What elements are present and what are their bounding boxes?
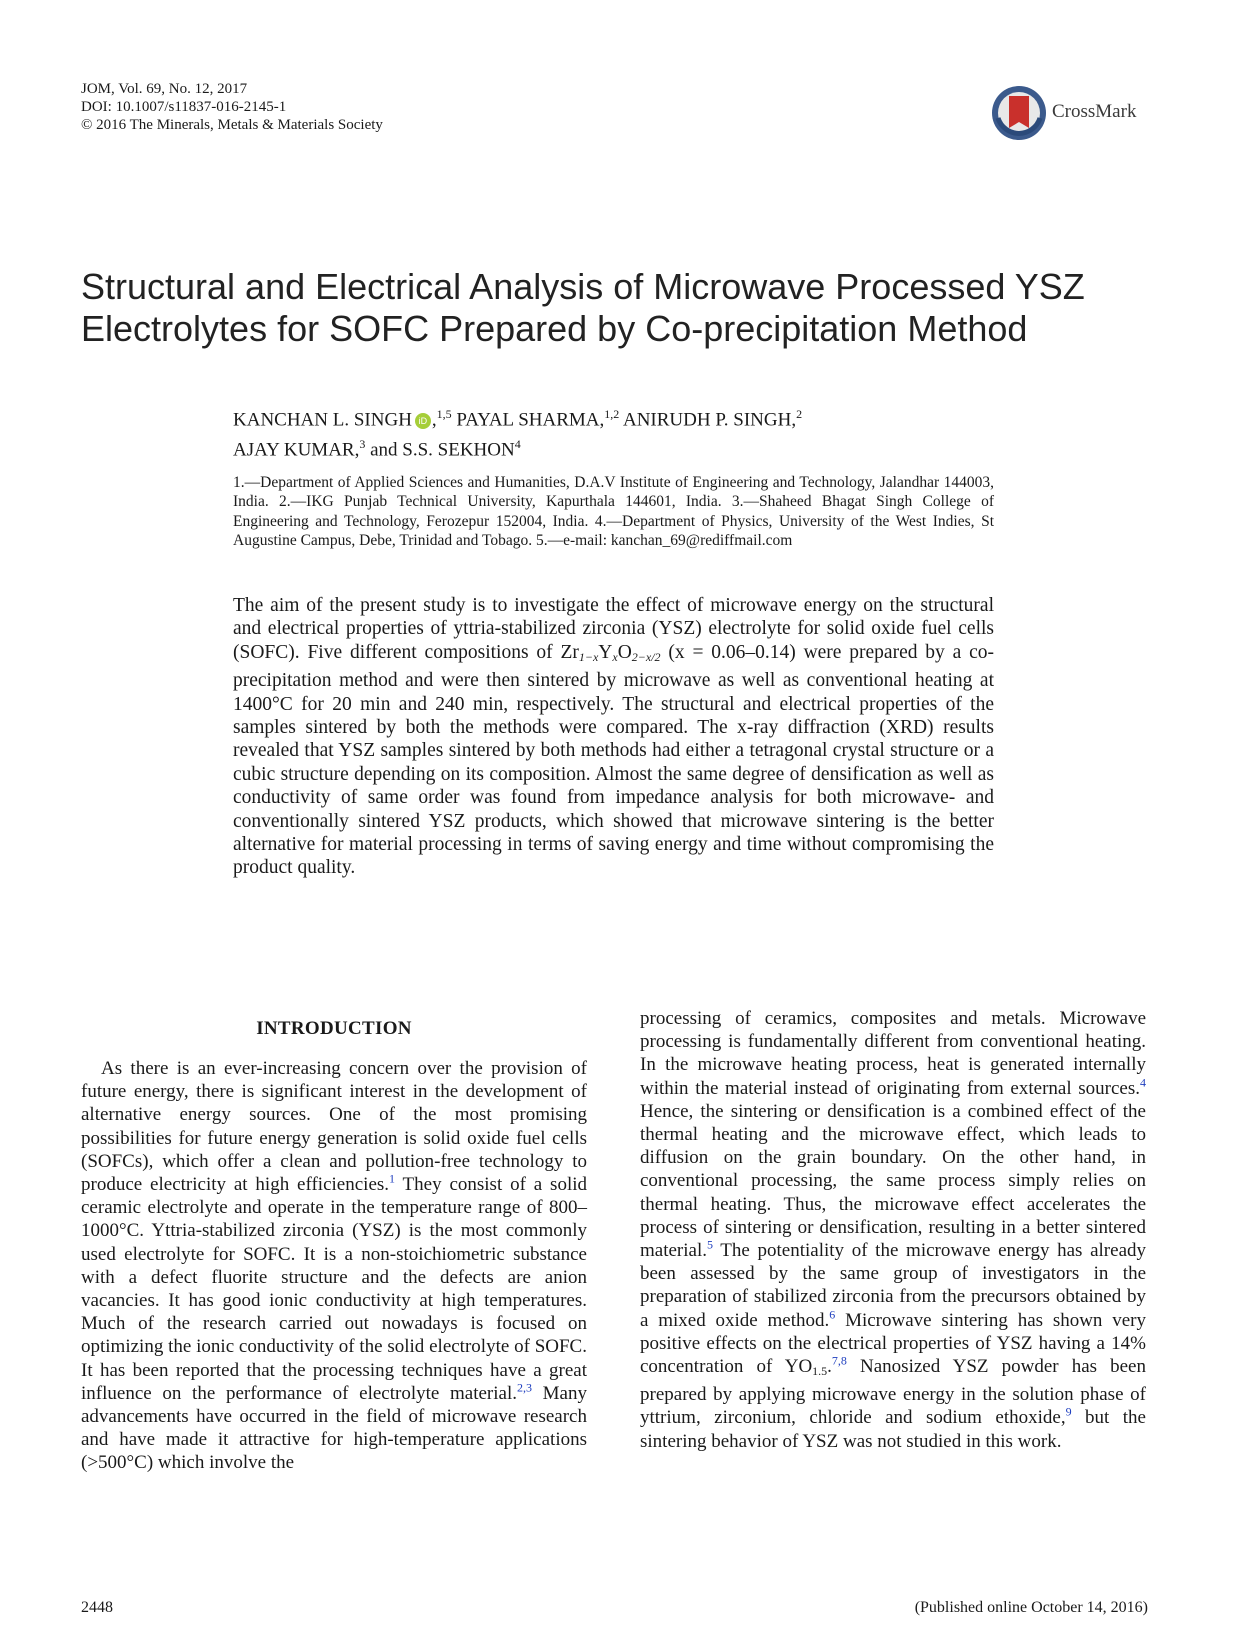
citation-ref[interactable]: 2,3 [516, 1380, 532, 1395]
text: Many advancements have occurred in the field of microwave research and have made it attractive for high-temperature applications (>500°C) which involve the [81, 1382, 587, 1474]
orcid-icon[interactable]: iD [415, 413, 431, 429]
citation-ref[interactable]: 1 [389, 1171, 396, 1186]
author-name: KANCHAN L. SINGH [233, 409, 412, 431]
author-affiliation: 2 [796, 407, 803, 421]
section-heading-introduction: INTRODUCTION [256, 1018, 412, 1039]
text: They consist of a solid ceramic electrolyte and operate in the temperature range of 800–1000°C. Yttria-stabilized zirconia (YSZ) is the most commonly used electrolyte for SOFC. It is a non-stoichiometric substance with a defect fluorite structure and the defects are anion vacancies. It has good ionic conductivity at high temperatures. Much of the research carried out nowadays is focused on optimizing the ionic conductivity of the solid electrolyte of SOFC. It has been reported that the processing techniques have a great influence on the performance of electrolyte material. [81, 1174, 587, 1404]
affiliations: 1.—Department of Applied Sciences and Humanities, D.A.V Institute of Engineering and Technology, Jalandhar 144003, India. 2.—IKG Punjab Technical University, Kapurthala 144601, India. 3.—Shaheed Bhagat Singh College of Engineering and Technology, Ferozepur 152004, India. 4.—Department of Physics, University of the West Indies, St Augustine Campus, Debe, Trinidad and Tobago. 5.—e-mail: kanchan_69@rediffmail.com [233, 474, 994, 549]
text: Nanosized YSZ powder has been prepared by applying microwave energy in the solution phase of yttrium, zirconium, chloride and sodium ethoxide, [640, 1356, 1146, 1429]
abstract-text-1: The aim of the present study is to investigate the effect of microwave energy on the structural and electrical properties of yttria-stabilized zirconia (YSZ) electrolyte for solid oxide fuel cells (SOFC). Five different compositions of [233, 595, 994, 663]
text: . [827, 1356, 832, 1378]
formula-y: Y [598, 641, 613, 663]
body-column-left [81, 1057, 587, 1475]
formula-y-sub: x [612, 649, 618, 664]
published-date: (Published online October 14, 2016) [914, 1599, 1148, 1616]
citation-ref[interactable]: 5 [707, 1237, 713, 1252]
journal-meta [81, 80, 383, 134]
citation-ref[interactable]: 9 [1065, 1405, 1072, 1420]
formula-o-sub: 2−x/2 [631, 649, 661, 664]
formula-o: O [617, 641, 632, 663]
text: Hence, the sintering or densification is a combined effect of the thermal heating and the microwave effect, which leads to diffusion on the grain boundary. On the other hand, in conventional processing, the same process simply relies on thermal heating. Thus, the microwave effect accelerates the process of sintering or densification, resulting in a better sintered material. [640, 1100, 1146, 1262]
paragraph [640, 1007, 1146, 1453]
crossmark-badge[interactable] [990, 84, 1150, 142]
text: but the sintering behavior of YSZ was not studied in this work. [640, 1407, 1146, 1452]
citation-ref[interactable]: 6 [829, 1307, 836, 1322]
author-name: and S.S. SEKHON [370, 439, 515, 461]
title-line-1: Structural and Electrical Analysis of Microwave Processed YSZ [81, 266, 1085, 307]
body-column-right [640, 1007, 1146, 1453]
crossmark-label[interactable]: CrossMark [1052, 101, 1137, 122]
author-list [233, 402, 802, 463]
author-name: AJAY KUMAR, [233, 439, 360, 461]
citation-ref[interactable]: 7,8 [831, 1353, 847, 1368]
journal-copyright: © 2016 The Minerals, Metals & Materials Society [81, 117, 383, 133]
author-line-1: KANCHAN L. SINGH iD ,$^{1,5}$ PAYAL SHARMA,$^{1,2}$ ANIRUDH P. SINGH,$^2$ [233, 407, 803, 431]
title-line-2: Electrolytes for SOFC Prepared by Co-precipitation Method [81, 308, 1028, 349]
text: processing of ceramics, composites and metals. Microwave processing is fundamentally different from conventional heating. In the microwave heating process, heat is generated internally within the material instead of originating from external sources. [640, 1008, 1146, 1099]
journal-doi[interactable]: DOI: 10.1007/s11837-016-2145-1 [81, 99, 287, 115]
formula-zr-sub: 1−x [578, 649, 599, 664]
journal-citation: JOM, Vol. 69, No. 12, 2017 [81, 81, 248, 97]
crossmark-icon[interactable] [990, 84, 1048, 142]
author-affiliation: 1,2 [604, 407, 620, 421]
author-name: PAYAL SHARMA, [456, 409, 605, 431]
text: Microwave sintering has shown very positive effects on the electrical properties of YSZ having a 14% concentration of YO [640, 1309, 1146, 1378]
formula-zr: Zr [560, 641, 579, 663]
page-number: 2448 [81, 1599, 113, 1616]
text: The potentiality of the microwave energy has already been assessed by the same group of investigators in the preparation of stabilized zirconia from the precursors obtained by a mixed oxide method. [640, 1240, 1146, 1331]
paper-title [81, 266, 1181, 350]
formula-sub: 1.5 [812, 1364, 828, 1379]
abstract [233, 594, 994, 880]
abstract-text-2: (x = 0.06–0.14) were prepared by a co-precipitation method and were then sintered by microwave as well as conventional heating at 1400°C for 20 min and 240 min, respectively. The structural and electrical properties of the samples sintered by both the methods were compared. The x-ray diffraction (XRD) results revealed that YSZ samples sintered by both methods had either a tetragonal crystal structure or a cubic structure depending on its composition. Almost the same degree of densification as well as conductivity of same order was found from impedance analysis for both microwave- and conventionally sintered YSZ products, which showed that microwave sintering is the better alternative for material processing in terms of saving energy and time without compromising the product quality. [233, 641, 994, 879]
author-line-2 [233, 432, 802, 462]
author-affiliation: 3 [359, 437, 366, 452]
paragraph [81, 1057, 587, 1475]
author-affiliation: 4 [514, 437, 521, 452]
author-name: ANIRUDH P. SINGH, [622, 409, 797, 431]
citation-ref[interactable]: 4 [1140, 1075, 1146, 1090]
text: As there is an ever-increasing concern over the provision of future energy, there is significant interest in the development of alternative energy sources. One of the most promising possibilities for future energy generation is solid oxide fuel cells (SOFCs), which offer a clean and pollution-free technology to produce electricity at high efficiencies. [81, 1058, 587, 1196]
author-affiliation: 1,5 [436, 407, 452, 421]
